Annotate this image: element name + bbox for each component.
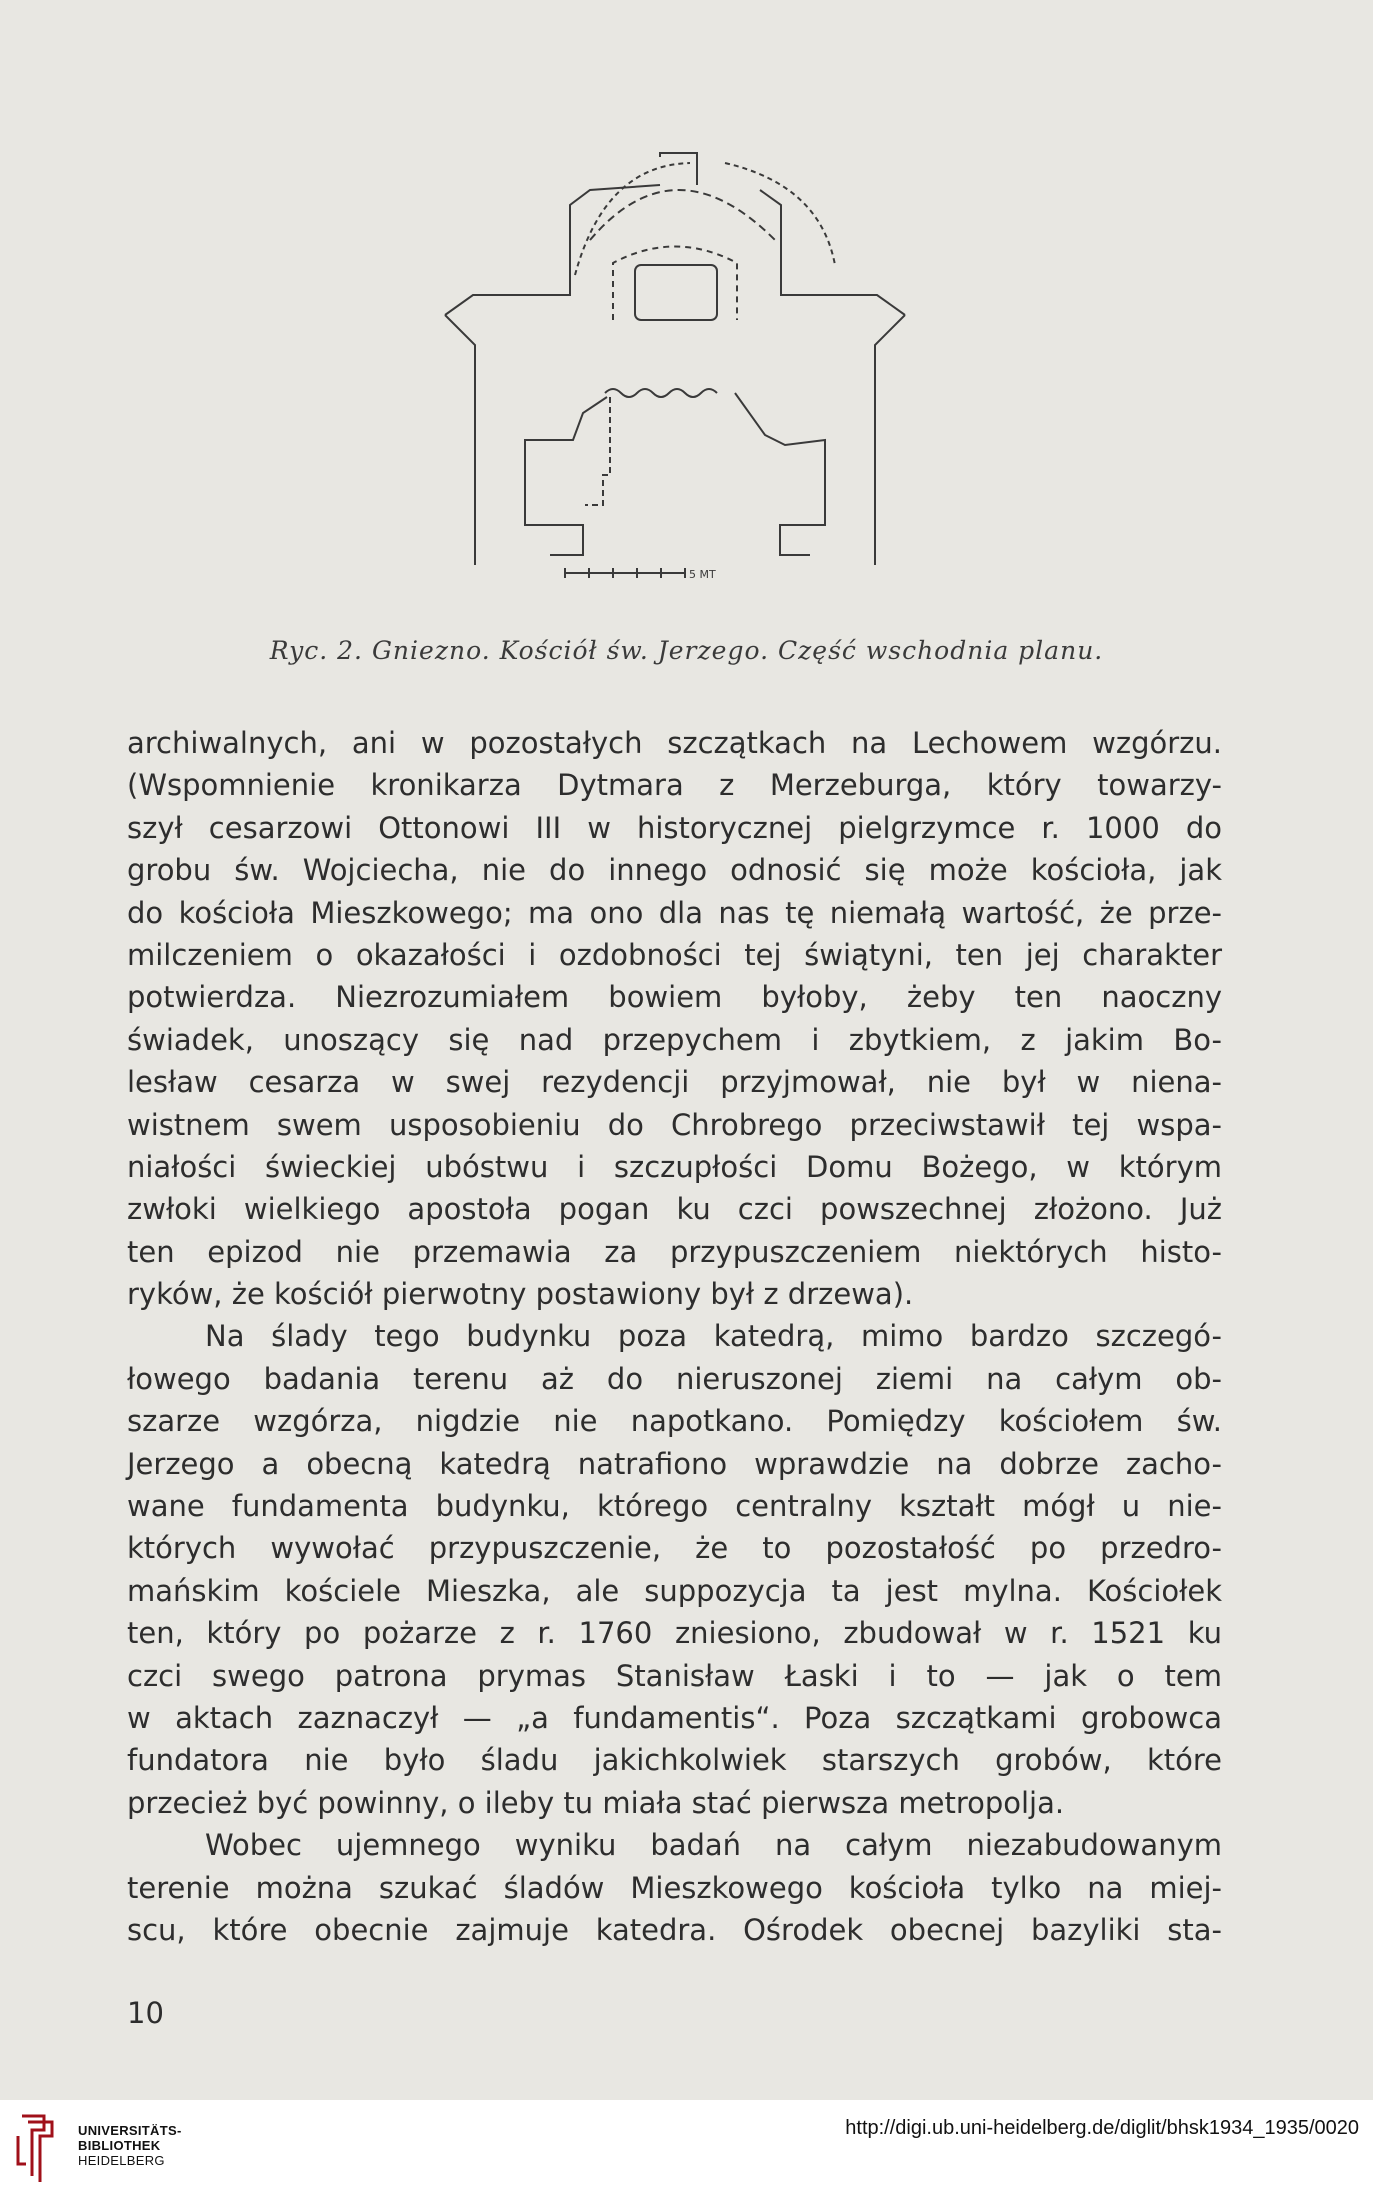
footer-bar: [0, 2100, 1373, 2198]
text-line: archiwalnych, ani w pozostałych szczątkach na Lechowem wzgórzu.: [127, 726, 1222, 760]
plan-left-nave: [525, 397, 607, 555]
text-line: szarze wzgórza, nigdzie nie napotkano. Pomiędzy kościołem św.: [127, 1404, 1222, 1439]
text-line: których wywołać przypuszczenie, że to pozostałość po przedro-: [127, 1531, 1222, 1566]
text-line: ryków, że kościół pierwotny postawiony był z drzewa).: [127, 1277, 914, 1312]
text-line: szył cesarzowi Ottonowi III w historycznej pielgrzymce r. 1000 do: [127, 810, 1222, 845]
library-name-line2: BIBLIOTHEK: [78, 2138, 161, 2153]
plan-left-nave-inner: [585, 397, 610, 505]
text-line: Na ślady tego budynku poza katedrą, mimo bardzo szczegó-: [205, 1319, 1222, 1354]
plan-dome-arc: [590, 190, 775, 240]
figure-caption: Ryc. 2. Gniezno. Kościół św. Jerzego. Część wschodnia planu.: [269, 636, 1104, 665]
plan-dome-arc-outer: [575, 163, 690, 275]
text-line: niałości świeckiej ubóstwu i szczupłości Domu Bożego, w którym: [127, 1149, 1222, 1184]
text-line: przecież być powinny, o ileby tu miała stać pierwsza metropolja.: [127, 1785, 1065, 1820]
body-text: [127, 722, 1222, 1951]
text-line: milczeniem o okazałości i ozdobności tej świątyni, ten jej charakter: [127, 937, 1222, 972]
library-name-line3: HEIDELBERG: [78, 2153, 165, 2168]
library-name[interactable]: [78, 2123, 182, 2168]
text-line: łowego badania terenu aż do nieruszonej ziemi na całym ob-: [127, 1361, 1222, 1396]
text-line: lesław cesarza w swej rezydencji przyjmował, nie był w niena-: [127, 1065, 1222, 1100]
text-line: potwierdza. Niezrozumiałem bowiem byłoby, żeby ten naoczny: [127, 980, 1222, 1015]
text-line: ten epizod nie przemawia za przypuszczeniem niektórych histo-: [127, 1234, 1222, 1269]
plan-inner-vault: [613, 247, 737, 321]
text-line: (Wspomnienie kronikarza Dytmara z Merzeburga, który towarzy-: [127, 768, 1222, 803]
text-line: świadek, unoszący się nad przepychem i zbytkiem, z jakim Bo-: [127, 1022, 1222, 1057]
text-line: grobu św. Wojciecha, nie do innego odnosić się może kościoła, jak: [127, 853, 1222, 888]
page-number: 10: [127, 1996, 164, 2030]
plan-right-nave: [735, 393, 825, 555]
text-line: fundatora nie było śladu jakichkolwiek starszych grobów, które: [127, 1743, 1222, 1778]
source-url-link[interactable]: http://digi.ub.uni-heidelberg.de/diglit/bhsk1934_1935/0020: [845, 2117, 1359, 2139]
text-line: zwłoki wielkiego apostoła pogan ku czci powszechnej złożono. Już: [127, 1192, 1222, 1227]
plan-right-outer-wall: [875, 315, 905, 565]
text-line: Jerzego a obecną katedrą natrafiono wprawdzie na dobrze zacho-: [127, 1446, 1222, 1481]
text-line: Wobec ujemnego wyniku badań na całym niezabudowanym: [205, 1828, 1222, 1863]
plan-left-arm: [445, 185, 660, 315]
text-line: ten, który po pożarze z r. 1760 zniesiono, zbudował w r. 1521 ku: [127, 1616, 1222, 1651]
library-name-line1: UNIVERSITÄTS-: [78, 2123, 182, 2138]
text-line: terenie można szukać śladów Mieszkowego kościoła tylko na miej-: [127, 1870, 1222, 1905]
plan-apse-wall: [660, 153, 697, 185]
text-line: wistnem swem usposobieniu do Chrobrego przeciwstawił tej wspa-: [127, 1107, 1222, 1142]
plan-central-wall: [605, 389, 717, 397]
plan-inner-chamber: [635, 265, 717, 320]
plan-scale-label: 5 MT: [689, 568, 716, 581]
text-line: czci swego patrona prymas Stanisław Łaski i to — jak o tem: [127, 1658, 1222, 1693]
text-line: do kościoła Mieszkowego; ma ono dla nas tę niemałą wartość, że prze-: [127, 895, 1222, 930]
text-line: wane fundamenta budynku, którego centralny kształt mógł u nie-: [127, 1489, 1222, 1524]
church-floor-plan-figure: [425, 145, 925, 605]
text-line: mańskim kościele Mieszka, ale suppozycja ta jest mylna. Kościołek: [127, 1573, 1222, 1608]
plan-left-outer-wall: [445, 315, 475, 565]
library-logo-icon[interactable]: [14, 2106, 66, 2186]
text-line: scu, które obecnie zajmuje katedra. Ośrodek obecnej bazyliki sta-: [127, 1912, 1222, 1947]
text-line: w aktach zaznaczył — „a fundamentis“. Poza szczątkami grobowca: [127, 1700, 1222, 1735]
